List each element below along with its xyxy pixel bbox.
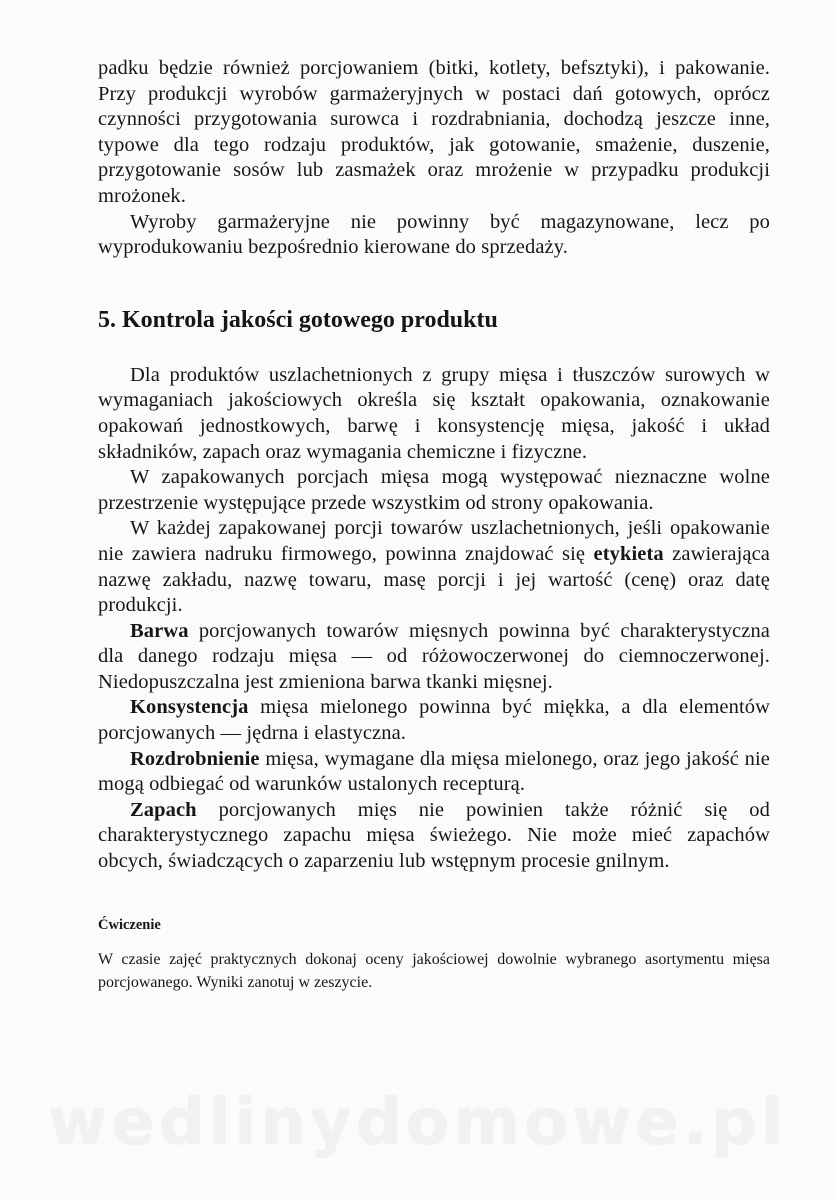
paragraph-4-text: porcjowanych towarów mięsnych powinna być charakterystyczna dla danego rodzaju mięsa — od różowoczerwonej do ciemnoczerwonej. Niedopuszczalna jest zmieniona barwa tkanki mięsnej.: [98, 619, 770, 693]
paragraph-3-text-after: zawierająca nazwę zakładu, nazwę towaru, masę porcji i jej wartość (cenę) oraz datę produkcji.: [98, 542, 770, 617]
term-zapach: Zapach: [130, 798, 197, 821]
term-rozdrobnienie: Rozdrobnienie: [130, 747, 260, 770]
exercise-title: Ćwiczenie: [98, 916, 161, 933]
section-paragraph-2: W zapakowanych porcjach mięsa mogą występować nieznaczne wolne przestrzenie występujące przede wszystkim od strony opakowania.: [98, 466, 770, 514]
watermark: wedlinydomowe.pl: [48, 1086, 787, 1160]
paragraph-6-text: mięsa, wymagane dla mięsa mielonego, oraz jego jakość nie mogą odbiegać od warunków ustalonych recepturą.: [98, 747, 770, 796]
intro-paragraph-2: Wyroby garmażeryjne nie powinny być magazynowane, lecz po wyprodukowaniu bezpośrednio kierowane do sprzedaży.: [98, 210, 770, 259]
section-heading: 5. Kontrola jakości gotowego produktu: [98, 306, 498, 333]
paragraph-5-text: mięsa mielonego powinna być miękka, a dla elementów porcjowanych — jędrna i elastyczna.: [98, 696, 770, 745]
section-paragraph-7: [98, 798, 770, 875]
exercise-text: W czasie zajęć praktycznych dokonaj oceny jakościowej dowolnie wybranego asortymentu mięsa porcjowanego. Wyniki zanotuj w zeszycie.: [98, 950, 770, 991]
term-konsystencja: Konsystencja: [130, 696, 249, 719]
term-etykieta: etykieta: [593, 542, 664, 565]
section-paragraph-3: [98, 516, 770, 618]
section-paragraph-6: [98, 747, 770, 798]
section-paragraph-1: Dla produktów uszlachetnionych z grupy mięsa i tłuszczów surowych w wymaganiach jakościowych określa się kształt opakowania, oznakowanie opakowań jednostkowych, barwę i konsystencję mięsa, jakość i układ składników, zapach oraz wymagania chemiczne i fizyczne.: [98, 363, 770, 463]
section-paragraph-5: [98, 695, 770, 746]
page-content: [98, 56, 770, 994]
paragraph-7-text: porcjowanych mięs nie powinien także różnić się od charakterystycznego zapachu mięsa świeżego. Nie może mieć zapachów obcych, świadczących o zaparzeniu lub wstępnym procesie gnilnym.: [98, 798, 770, 873]
section-paragraph-4: [98, 619, 770, 696]
term-barwa: Barwa: [130, 619, 189, 642]
paragraph-3-text-before: W każdej zapakowanej porcji towarów uszlachetnionych, jeśli opakowanie nie zawiera nadruku firmowego, powinna znajdować się: [98, 517, 770, 565]
intro-paragraph-1: padku będzie również porcjowaniem (bitki, kotlety, befsztyki), i pakowanie. Przy produkcji wyrobów garmażeryjnych w postaci dań gotowych, oprócz czynności przygotowania surowca i rozdrabniania, dochodzą jeszcze inne, typowe dla tego rodzaju produktów, jak gotowanie, smażenie, duszenie, przygotowanie sosów lub zasmażek oraz mrożenie w przypadku produkcji mrożonek.: [98, 57, 770, 207]
